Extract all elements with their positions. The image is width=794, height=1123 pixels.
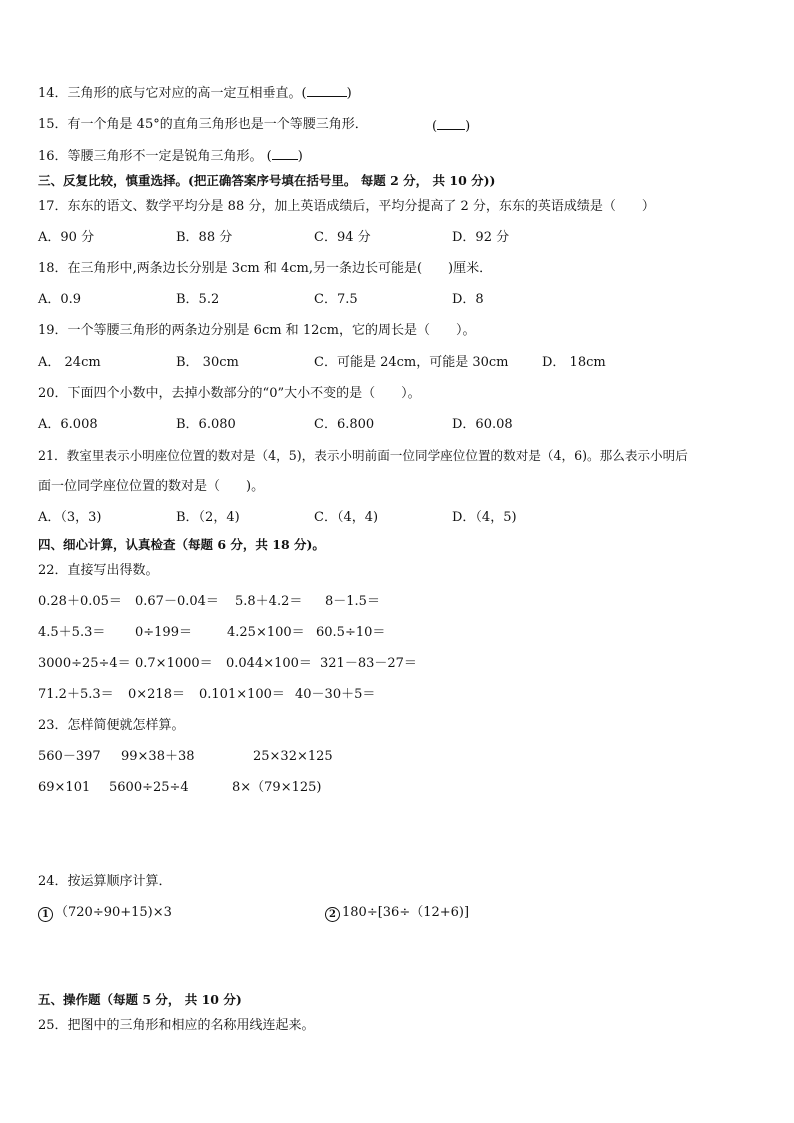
section-3-heading: 三、反复比较，慎重选择。(把正确答案序号填在括号里。 每题 2 分， 共 10 分)) (38, 173, 496, 188)
question-15 (38, 117, 368, 133)
option-c[interactable]: C．7.5 (314, 292, 358, 307)
question-23-title: 23．怎样简便就怎样算。 (38, 718, 185, 733)
calc-item: 71.2＋5.3＝ (38, 687, 114, 702)
calc-item: 8－1.5＝ (325, 594, 380, 609)
option-c[interactable]: C．94 分 (314, 230, 371, 245)
answer-blank[interactable] (437, 117, 465, 130)
option-b[interactable]: B． 30cm (176, 355, 239, 370)
option-b[interactable]: B．（2，4) (176, 510, 240, 525)
option-c[interactable]: C．可能是 24cm，可能是 30cm (314, 355, 509, 370)
calc-item: 99×38＋38 (121, 749, 195, 764)
question-19-stem: 19．一个等腰三角形的两条边分别是 6cm 和 12cm，它的周长是（ ）。 (38, 323, 476, 338)
circled-number-1: 1 (38, 907, 53, 922)
calc-item: 0×218＝ (128, 687, 185, 702)
calc-item: 69×101 (38, 780, 91, 795)
calc-item: 0.044×100＝ (226, 656, 312, 671)
calc-item: 3000÷25÷4＝ (38, 656, 131, 671)
option-c[interactable]: C．6.800 (314, 417, 375, 432)
answer-blank[interactable] (307, 84, 347, 97)
option-d[interactable]: D． 18cm (542, 355, 606, 370)
option-b[interactable]: B．5.2 (176, 292, 220, 307)
calc-item: 5.8＋4.2＝ (235, 594, 303, 609)
calc-item: 5600÷25÷4 (109, 780, 189, 795)
question-22-title: 22．直接写出得数。 (38, 563, 159, 578)
option-b[interactable]: B．88 分 (176, 230, 233, 245)
question-18-stem: 18．在三角形中,两条边长分别是 3cm 和 4cm,另一条边长可能是( )厘米． (38, 261, 493, 276)
question-14: 14．三角形的底与它对应的高一定互相垂直。( ) (38, 86, 352, 101)
option-a[interactable]: A．0.9 (38, 292, 82, 307)
option-a[interactable]: A．6.008 (38, 417, 98, 432)
question-21-stem-line2: 面一位同学座位位置的数对是（ )。 (38, 479, 265, 494)
calc-item-2: 2 180÷[36÷（12+6)] (325, 905, 469, 922)
question-24-title: 24．按运算顺序计算． (38, 874, 172, 889)
question-20-stem: 20．下面四个小数中，去掉小数部分的“0”大小不变的是（ ）。 (38, 386, 421, 401)
calc-item-1: 1 （720÷90+15)×3 (38, 905, 172, 922)
option-d[interactable]: D．8 (452, 292, 484, 307)
question-15-answer: ( ) (432, 119, 471, 134)
circled-number-2: 2 (325, 907, 340, 922)
calc-item: 0.28＋0.05＝ (38, 594, 122, 609)
calc-item: 0.7×1000＝ (135, 656, 213, 671)
question-16-text: 16．等腰三角形不一定是锐角三角形。 ( (38, 149, 272, 164)
calc-item: 60.5÷10＝ (316, 625, 386, 640)
calc-item: 0.67－0.04＝ (135, 594, 219, 609)
option-a[interactable]: A． 24cm (38, 355, 101, 370)
question-21-stem-line1: 21．教室里表示小明座位位置的数对是（4，5)，表示小明前面一位同学座位位置的数对是（4，6)。那么表示小明后 (38, 448, 688, 463)
option-a[interactable]: A．90 分 (38, 230, 95, 245)
calc-item: 40－30＋5＝ (295, 687, 376, 702)
question-16: 16．等腰三角形不一定是锐角三角形。 ( ) (38, 149, 303, 164)
answer-blank[interactable] (272, 147, 298, 160)
option-d[interactable]: D．60.08 (452, 417, 513, 432)
calc-item: 4.25×100＝ (227, 625, 305, 640)
section-5-heading: 五、操作题（每题 5 分， 共 10 分) (38, 992, 242, 1007)
calc-item: 25×32×125 (253, 749, 333, 764)
calc-item: 4.5＋5.3＝ (38, 625, 106, 640)
calc-item: 0.101×100＝ (199, 687, 285, 702)
option-c[interactable]: C．（4，4) (314, 510, 379, 525)
section-4-heading: 四、细心计算，认真检查（每题 6 分，共 18 分)。 (38, 537, 325, 552)
calc-item: 8×（79×125) (232, 780, 322, 795)
question-17-stem: 17．东东的语文、数学平均分是 88 分，加上英语成绩后，平均分提高了 2 分，东东的英语成绩是（ ） (38, 199, 655, 214)
calc-item: 560－397 (38, 749, 101, 764)
calc-item: 0÷199＝ (135, 625, 192, 640)
option-a[interactable]: A．（3，3) (38, 510, 102, 525)
question-25-text: 25．把图中的三角形和相应的名称用线连起来。 (38, 1018, 315, 1033)
question-14-text: 14．三角形的底与它对应的高一定互相垂直。( (38, 86, 307, 101)
option-d[interactable]: D．92 分 (452, 230, 510, 245)
calc-item: 321－83－27＝ (320, 656, 417, 671)
option-b[interactable]: B．6.080 (176, 417, 236, 432)
question-15-text: 15．有一个角是 45°的直角三角形也是一个等腰三角形． (38, 117, 368, 132)
option-d[interactable]: D．（4，5) (452, 510, 517, 525)
